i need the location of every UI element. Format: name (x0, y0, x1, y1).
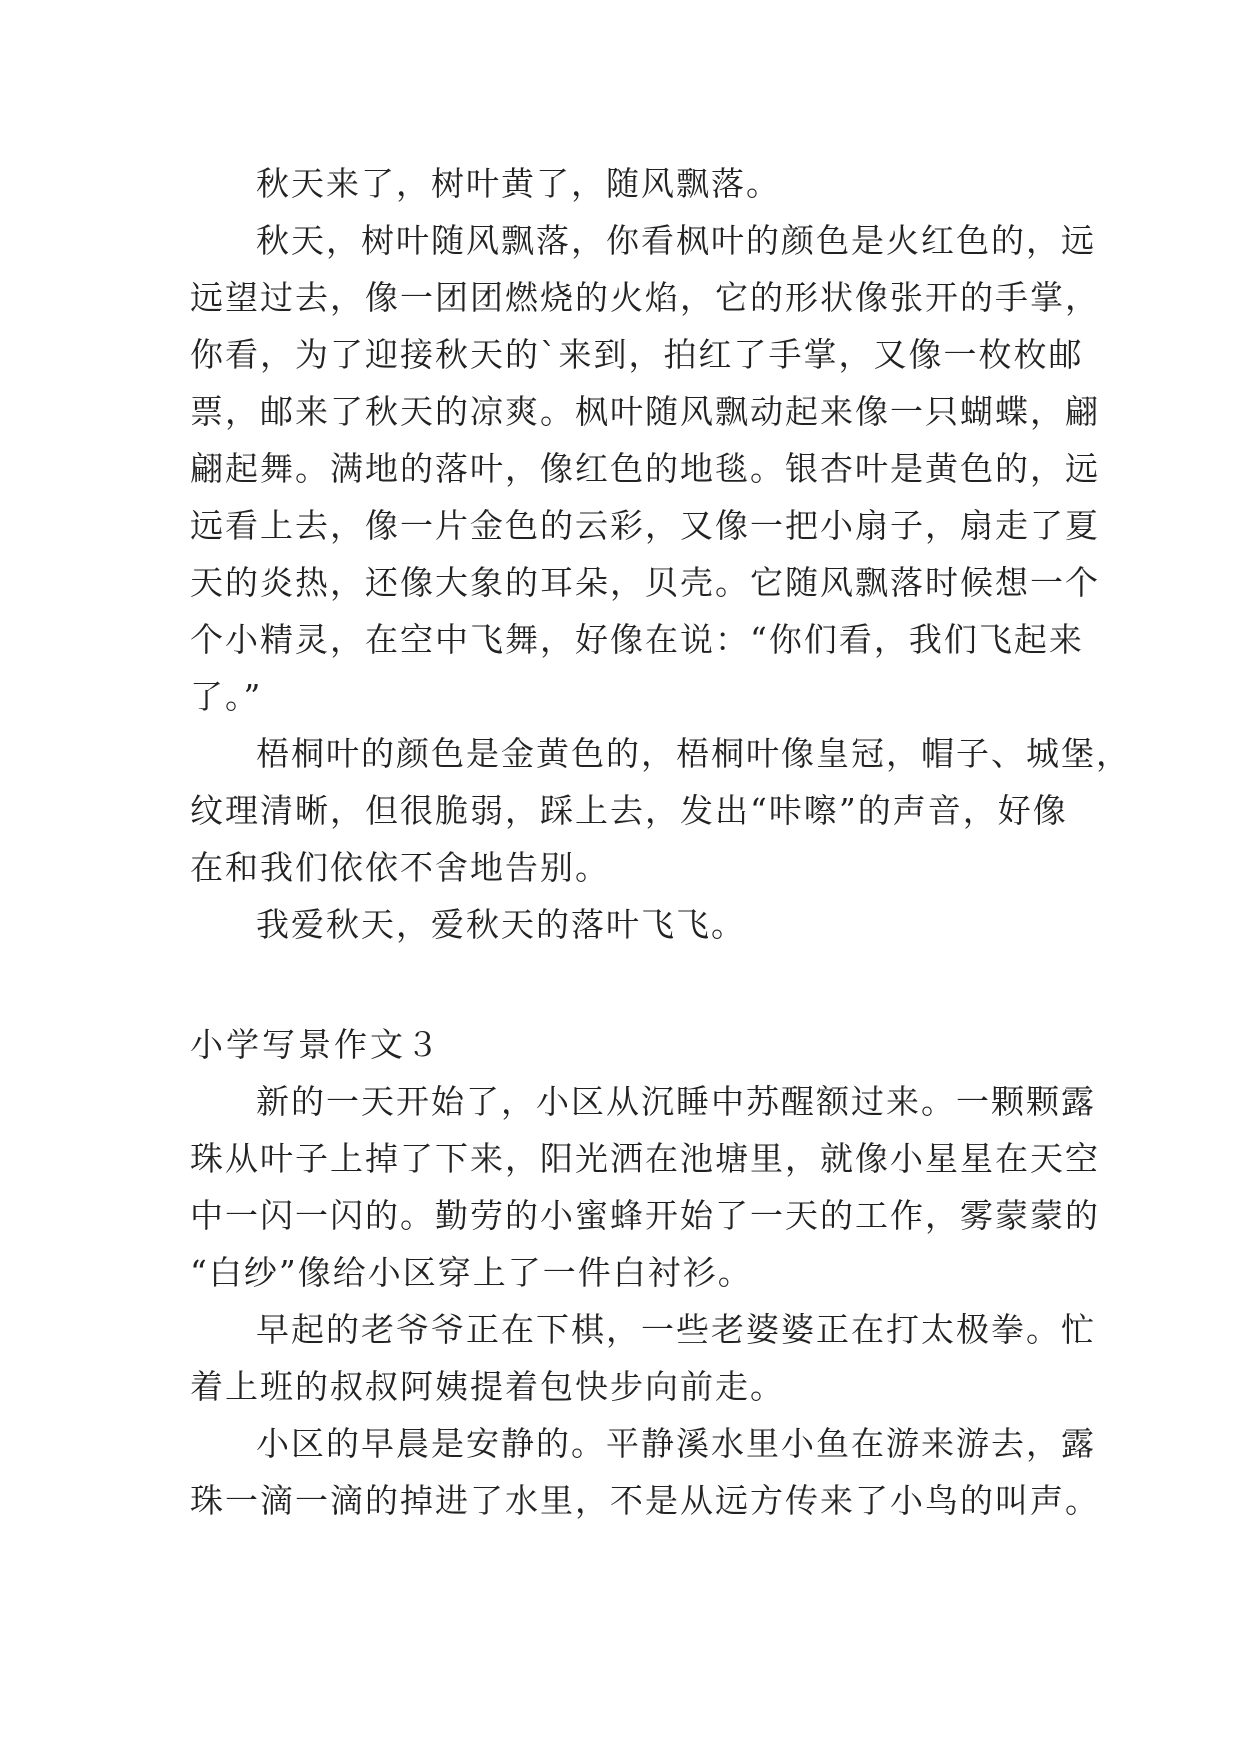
paragraph-line: 个小精灵，在空中飞舞，好像在说：“你们看，我们飞起来 (190, 620, 1084, 659)
paragraph-line: 了。” (190, 677, 263, 716)
paragraph-line: 中一闪一闪的。勤劳的小蜜蜂开始了一天的工作，雾蒙蒙的 (190, 1196, 1100, 1235)
paragraph-line: 秋天来了，树叶黄了，随风飘落。 (256, 164, 781, 203)
paragraph-line: 天的炎热，还像大象的耳朵，贝壳。它随风飘落时候想一个 (190, 563, 1100, 602)
paragraph-line: 票，邮来了秋天的凉爽。枫叶随风飘动起来像一只蝴蝶，翩 (190, 392, 1100, 431)
paragraph-line: 梧桐叶的颜色是金黄色的，梧桐叶像皇冠，帽子、城堡， (256, 734, 1131, 773)
paragraph-line: 珠从叶子上掉了下来，阳光洒在池塘里，就像小星星在天空 (190, 1139, 1100, 1178)
paragraph-line: 着上班的叔叔阿姨提着包快步向前走。 (190, 1367, 785, 1406)
section-heading: 小学写景作文３ (190, 1025, 442, 1064)
paragraph-line: 珠一滴一滴的掉进了水里，不是从远方传来了小鸟的叫声。 (190, 1481, 1100, 1520)
paragraph-line: 纹理清晰，但很脆弱，踩上去，发出“咔嚓”的声音，好像 (190, 791, 1068, 830)
paragraph-line: 早起的老爷爷正在下棋，一些老婆婆正在打太极拳。忙 (256, 1310, 1096, 1349)
paragraph-line: 远望过去，像一团团燃烧的火焰，它的形状像张开的手掌， (190, 278, 1100, 317)
paragraph-line: 小区的早晨是安静的。平静溪水里小鱼在游来游去，露 (256, 1424, 1096, 1463)
paragraph-line: 你看，为了迎接秋天的`来到，拍红了手掌，又像一枚枚邮 (190, 335, 1084, 374)
paragraph-line: 翩起舞。满地的落叶，像红色的地毯。银杏叶是黄色的，远 (190, 449, 1100, 488)
paragraph-line: 秋天，树叶随风飘落，你看枫叶的颜色是火红色的，远 (256, 221, 1096, 260)
paragraph-line: 远看上去，像一片金色的云彩，又像一把小扇子，扇走了夏 (190, 506, 1100, 545)
paragraph-line: 新的一天开始了，小区从沉睡中苏醒额过来。一颗颗露 (256, 1082, 1096, 1121)
paragraph-line: “白纱”像给小区穿上了一件白衬衫。 (190, 1253, 753, 1292)
paragraph-line: 我爱秋天，爱秋天的落叶飞飞。 (256, 905, 746, 944)
paragraph-line: 在和我们依依不舍地告别。 (190, 848, 610, 887)
